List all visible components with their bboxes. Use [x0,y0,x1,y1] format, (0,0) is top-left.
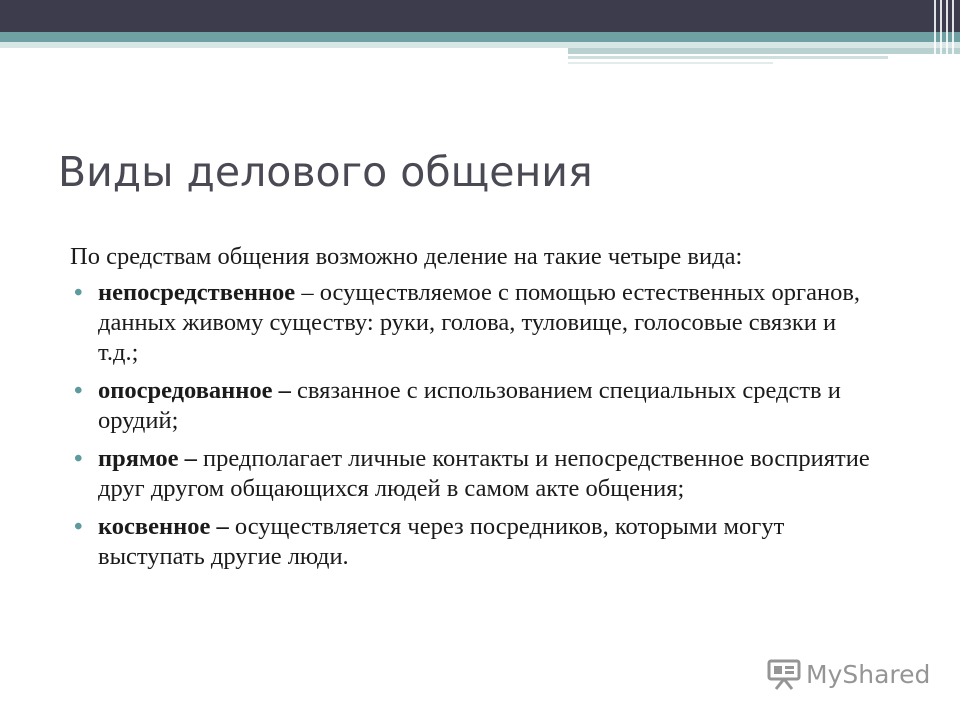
list-item [70,376,870,436]
bullet-text: осуществляемое с помощью естественных органов, данных живому существу: руки, голова, туловище, голосовые связки и т.д.; [98,279,861,366]
decor-stripe [568,62,773,64]
bullet-text: связанное с использованием специальных средств и орудий; [98,377,841,434]
watermark-text: MyShared [806,659,931,689]
bullet-text: осуществляется через посредников, которыми могут выступать другие люди. [98,513,785,570]
list-item [70,512,870,572]
header-bar [0,0,960,32]
bullet-dot-icon: • [74,377,83,404]
slide-title: Виды делового общения [58,148,593,196]
bullet-term: косвенное – [98,513,229,540]
bullet-dot-icon: • [74,279,83,306]
corner-decor-lines [928,0,960,64]
bullet-term: прямое – [98,445,197,472]
decor-stripe [568,48,960,54]
bullet-dot-icon: • [74,445,83,472]
bullet-term: непосредственное [98,279,296,306]
list-item [70,444,870,504]
bullet-term: опосредованное – [98,377,291,404]
bullet-dot-icon: • [74,513,83,540]
header-accent-stripe [0,32,960,42]
intro-text: По средствам общения возможно деление на такие четыре вида: [70,243,743,270]
decor-stripe [568,56,888,59]
bullet-list [70,278,870,572]
bullet-separator: – [295,279,320,306]
watermark [766,654,930,694]
bullet-text: предполагает личные контакты и непосредственное восприятие друг другом общающихся людей в самом акте общения; [98,445,870,502]
presentation-board-icon [766,657,802,691]
slide-body [70,242,870,580]
list-item [70,278,870,368]
